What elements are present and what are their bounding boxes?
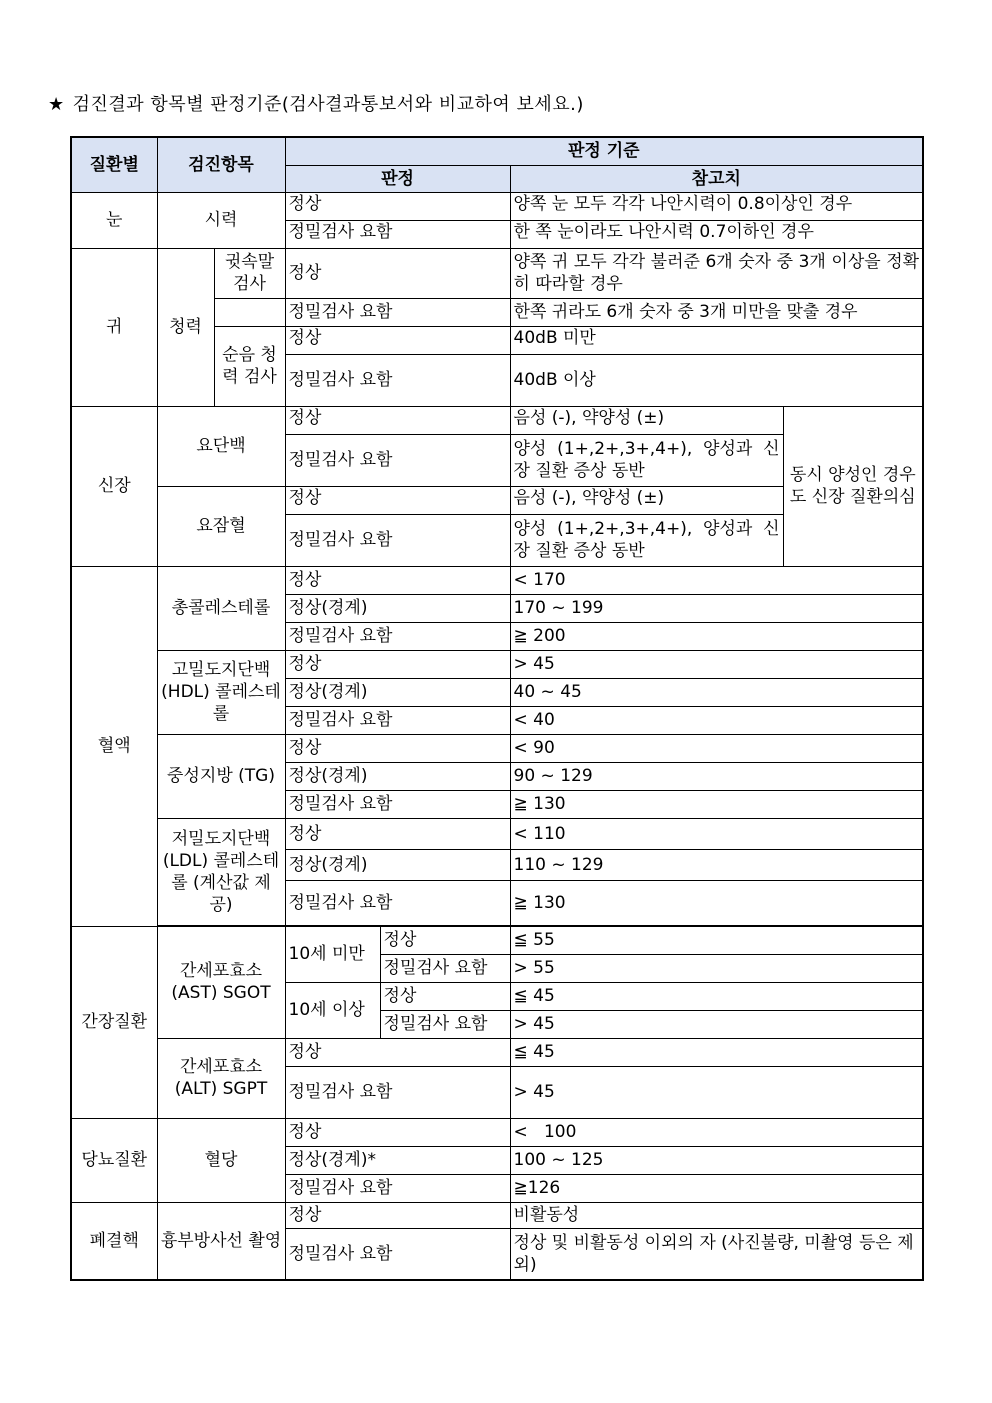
judgment-cell: 정상 [285,326,510,354]
page-title [48,90,584,116]
judgment-cell: 정상 [380,926,510,954]
judgment-cell: 정상 [285,566,510,594]
judgment-cell: 정상 [285,192,510,220]
judgment-cell: 정상 [285,406,510,434]
title-text: 검진결과 항목별 판정기준(검사결과통보서와 비교하여 보세요.) [72,94,584,115]
reference-cell: < 40 [510,706,923,734]
reference-cell: 90 ~ 129 [510,762,923,790]
item-alt: 간세포효소 (ALT) SGPT [157,1038,285,1118]
reference-cell: < 90 [510,734,923,762]
reference-cell: > 45 [510,650,923,678]
reference-cell: 40 ~ 45 [510,678,923,706]
judgment-cell: 정밀검사 요함 [285,706,510,734]
reference-cell: 양쪽 귀 모두 각각 불러준 6개 숫자 중 3개 이상을 정확히 따라할 경우 [510,248,923,298]
header-judgment: 판정 [285,165,510,192]
reference-cell: < 110 [510,818,923,849]
age-under-10: 10세 미만 [285,926,380,982]
judgment-cell: 정상 [285,1118,510,1146]
reference-cell: 정상 및 비활동성 이외의 자 (사진불량, 미촬영 등은 제외) [510,1228,923,1280]
item-urine-blood: 요잠혈 [157,486,285,566]
judgment-cell: 정상(경계) [285,594,510,622]
subitem-spacer [214,298,285,326]
reference-cell: 양성 (1+,2+,3+,4+), 양성과 신장 질환 증상 동반 [510,434,783,486]
item-hdl: 고밀도지단백 (HDL) 콜레스테롤 [157,650,285,734]
disease-kidney: 신장 [71,406,157,566]
judgment-cell: 정상(경계) [285,678,510,706]
judgment-cell: 정밀검사 요함 [285,622,510,650]
reference-cell: ≧126 [510,1174,923,1202]
item-ldl: 저밀도지단백 (LDL) 콜레스테롤 (계산값 제공) [157,818,285,925]
reference-cell: ≦ 45 [510,1038,923,1066]
judgment-cell: 정밀검사 요함 [285,1174,510,1202]
reference-cell: 100 ~ 125 [510,1146,923,1174]
disease-liver: 간장질환 [71,926,157,1118]
header-item: 검진항목 [157,137,285,192]
age-over-10: 10세 이상 [285,982,380,1038]
judgment-cell: 정밀검사 요함 [285,514,510,566]
reference-cell: < 170 [510,566,923,594]
header-disease: 질환별 [71,137,157,192]
item-blood-glucose: 혈당 [157,1118,285,1202]
star-icon: ★ [48,94,65,115]
judgment-cell: 정밀검사 요함 [380,954,510,982]
header-reference: 참고치 [510,165,923,192]
subitem-pure-tone-test: 순음 청력 검사 [214,326,285,406]
header-criteria: 판정 기준 [285,137,923,165]
reference-cell: 음성 (-), 약양성 (±) [510,486,783,514]
reference-cell: ≧ 130 [510,790,923,818]
reference-cell: 비활동성 [510,1202,923,1228]
disease-eye: 눈 [71,192,157,248]
reference-cell: ≧ 130 [510,880,923,925]
item-urine-protein: 요단백 [157,406,285,486]
judgment-cell: 정상 [285,1202,510,1228]
reference-cell: 40dB 이상 [510,354,923,406]
item-hearing: 청력 [157,248,214,406]
kidney-note: 동시 양성인 경우도 신장 질환의심 [783,406,923,566]
reference-cell: 양쪽 눈 모두 각각 나안시력이 0.8이상인 경우 [510,192,923,220]
judgment-cell: 정밀검사 요함 [285,220,510,248]
disease-diabetes: 당뇨질환 [71,1118,157,1202]
judgment-cell: 정밀검사 요함 [285,354,510,406]
subitem-whisper-test: 귓속말 검사 [214,248,285,298]
item-total-cholesterol: 총콜레스테롤 [157,566,285,650]
reference-cell: > 55 [510,954,923,982]
item-ast: 간세포효소 (AST) SGOT [157,926,285,1038]
judgment-cell: 정밀검사 요함 [285,880,510,925]
reference-cell: ≧ 200 [510,622,923,650]
reference-cell: 40dB 미만 [510,326,923,354]
criteria-table [70,136,924,1281]
reference-cell: 음성 (-), 약양성 (±) [510,406,783,434]
judgment-cell: 정상 [285,1038,510,1066]
item-tg: 중성지방 (TG) [157,734,285,818]
judgment-cell: 정밀검사 요함 [285,1228,510,1280]
reference-cell: ≦ 55 [510,926,923,954]
reference-cell: 170 ~ 199 [510,594,923,622]
judgment-cell: 정밀검사 요함 [285,1066,510,1118]
item-chest-xray: 흉부방사선 촬영 [157,1202,285,1280]
judgment-cell: 정밀검사 요함 [285,298,510,326]
reference-cell: > 45 [510,1066,923,1118]
judgment-cell: 정상(경계) [285,762,510,790]
judgment-cell: 정상 [285,486,510,514]
judgment-cell: 정상 [285,248,510,298]
reference-cell: 한 쪽 눈이라도 나안시력 0.7이하인 경우 [510,220,923,248]
reference-cell: ≦ 45 [510,982,923,1010]
reference-cell: 양성 (1+,2+,3+,4+), 양성과 신장 질환 증상 동반 [510,514,783,566]
disease-ear: 귀 [71,248,157,406]
judgment-cell: 정밀검사 요함 [285,790,510,818]
judgment-cell: 정상 [285,818,510,849]
reference-cell: > 45 [510,1010,923,1038]
disease-blood: 혈액 [71,566,157,926]
item-vision: 시력 [157,192,285,248]
judgment-cell: 정상 [285,734,510,762]
reference-cell: < 100 [510,1118,923,1146]
judgment-cell: 정상 [380,982,510,1010]
judgment-cell: 정상(경계)* [285,1146,510,1174]
reference-cell: 한쪽 귀라도 6개 숫자 중 3개 미만을 맞출 경우 [510,298,923,326]
judgment-cell: 정밀검사 요함 [285,434,510,486]
judgment-cell: 정밀검사 요함 [380,1010,510,1038]
disease-tb: 폐결핵 [71,1202,157,1280]
reference-cell: 110 ~ 129 [510,849,923,880]
judgment-cell: 정상 [285,650,510,678]
judgment-cell: 정상(경계) [285,849,510,880]
